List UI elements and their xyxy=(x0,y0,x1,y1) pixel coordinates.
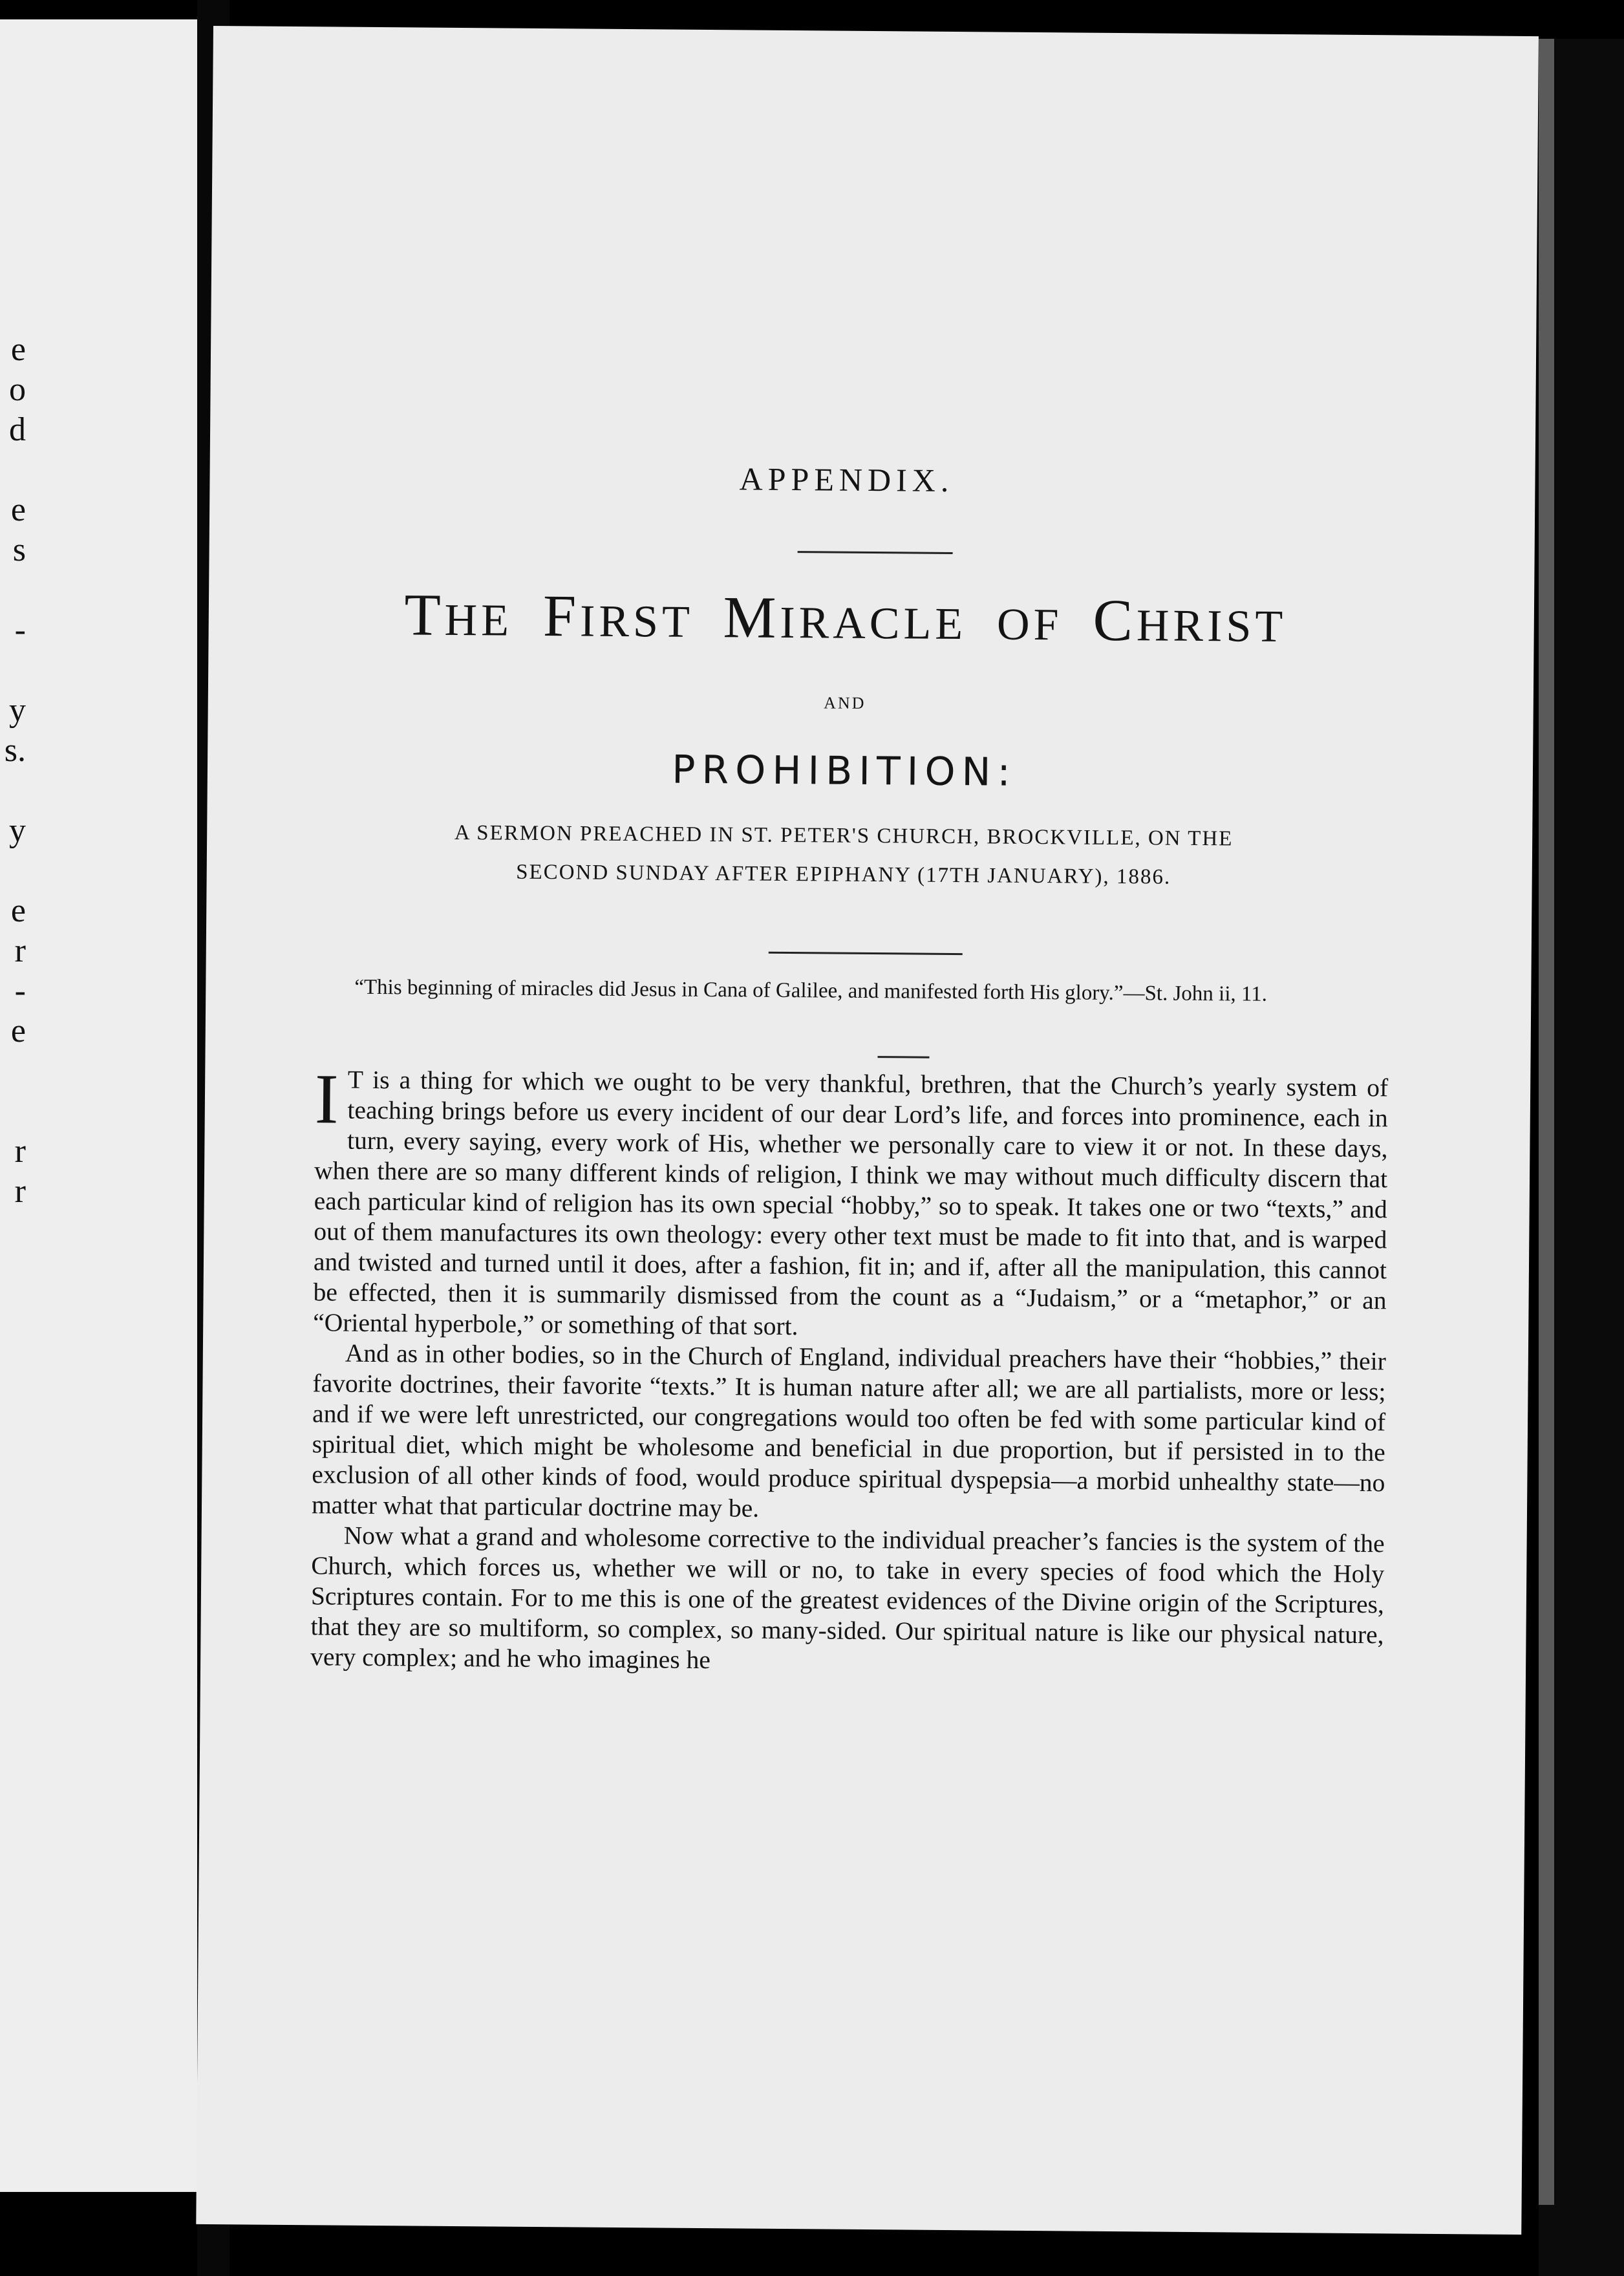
paragraph xyxy=(313,1059,1389,1346)
title-initial: C xyxy=(1093,586,1137,654)
main-page xyxy=(196,26,1539,2235)
margin-letter: e xyxy=(10,491,26,528)
ornamental-rule xyxy=(798,551,953,554)
margin-letter: - xyxy=(14,612,26,649)
sermon-body xyxy=(310,1059,1389,1680)
margin-letter: o xyxy=(9,371,26,408)
margin-letter xyxy=(0,1051,26,1091)
and-label: AND xyxy=(824,693,866,713)
margin-letter xyxy=(0,851,26,891)
title-word-part: IRST xyxy=(579,596,693,647)
margin-letter: r xyxy=(14,932,26,969)
title-word-part: HRIST xyxy=(1136,601,1287,652)
page-edge-shadow xyxy=(1539,39,1624,2276)
left-page-margin-text xyxy=(0,330,26,1212)
title-initial: M xyxy=(723,584,780,650)
ornamental-rule xyxy=(769,952,963,955)
paragraph-text: T is a thing for which we ought to be very thankful, brethren, that the Church’s yearly system of teaching brings before us every incident of our dear Lord’s life, and forces into prominence, each in turn, every saying, every work of His, whether we personally care to view it or not. In these days, when there are so many different kinds of religion, I think we may without much difficulty discern that each particular kind of religion has its own special “hobby,” so to speak. It takes one or two “texts,” and out of them manufactures its own theology: every other text must be made to fit into that, and is warped and twisted and turned until it does, after a fashion, fit in; and if, after all the manipulation, this cannot be effected, then it is summarily dismissed from the count as a “Judaism,” or a “metaphor,” or an “Oriental hyperbole,” or something of that sort. xyxy=(313,1065,1389,1341)
epigraph-quote: “This beginning of miracles did Jesus in Cana of Galilee, and manifested forth His glory.”—St. John ii, 11. xyxy=(354,975,1268,1006)
margin-letter: y xyxy=(9,812,26,849)
title-initial: T xyxy=(404,581,445,648)
margin-letter: d xyxy=(9,411,26,448)
margin-letter: - xyxy=(14,972,26,1009)
appendix-heading: APPENDIX. xyxy=(739,460,954,499)
title-initial: F xyxy=(542,583,581,649)
margin-letter: r xyxy=(14,1173,26,1210)
margin-letter xyxy=(0,450,26,490)
sermon-subtitle xyxy=(291,812,1397,898)
margin-letter: e xyxy=(10,331,26,368)
margin-letter: r xyxy=(14,1133,26,1170)
margin-letter xyxy=(0,1091,26,1132)
page-content xyxy=(310,27,1389,1675)
subtitle-line: SECOND SUNDAY AFTER EPIPHANY (17TH JANUARY), 1886. xyxy=(516,860,1171,889)
title-word-part: OF xyxy=(996,599,1063,650)
margin-letter: e xyxy=(10,892,26,929)
left-page-fragment xyxy=(0,19,213,2192)
margin-letter: s xyxy=(12,531,26,568)
margin-letter: s. xyxy=(4,732,26,769)
margin-letter: y xyxy=(9,692,26,729)
prohibition-heading: PROHIBITION: xyxy=(671,747,1017,795)
paragraph: Now what a grand and wholesome corrective to the individual preacher’s fancies is the system of the Church, which forces us, whether we will or no, to take in every species of food which the Holy Scriptures contain. For to me this is one of the greatest evidences of the Divine origin of the Scriptures, that they are so multiform, so complex, so many-sided. Our spiritual nature is like our physical nature, very complex; and he who imagines he xyxy=(310,1521,1385,1675)
margin-letter xyxy=(0,771,26,811)
title-word-part: HE xyxy=(444,595,513,646)
subtitle-line: A SERMON PREACHED IN ST. PETER'S CHURCH, BROCKVILLE, ON THE xyxy=(454,821,1234,851)
drop-cap: I xyxy=(314,1059,339,1139)
title-word-part: IRACLE xyxy=(780,597,967,650)
margin-letter xyxy=(0,570,26,610)
margin-letter xyxy=(0,650,26,691)
short-rule xyxy=(877,1056,929,1058)
paragraph: And as in other bodies, so in the Church of England, individual preachers have their “hobbies,” their favorite doctrines, their favorite “texts.” It is human nature after all; we are all partialists, more or less; and if we were left unrestricted, our congregations would too often be fed with some particular kind of spiritual diet, which might be wholesome and beneficial in due proportion, but if persisted in to the exclusion of all other kinds of food, would produce spiritual dyspepsia—a morbid unhealthy state—no matter what that particular doctrine may be. xyxy=(311,1338,1387,1523)
margin-letter: e xyxy=(10,1013,26,1049)
sermon-title xyxy=(370,580,1321,656)
